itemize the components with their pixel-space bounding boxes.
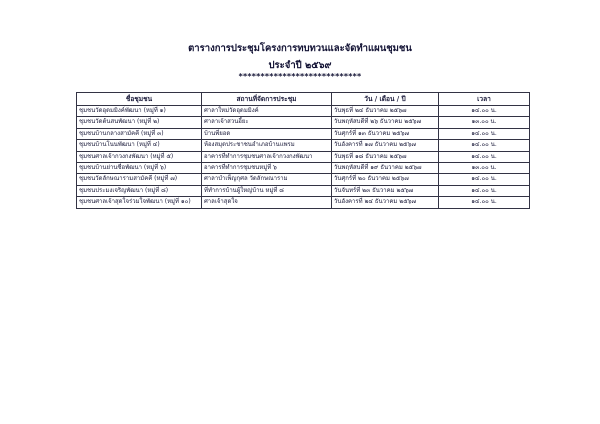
- document-subtitle: ประจำปี ๒๕๖๙: [268, 60, 332, 71]
- table-row: [77, 174, 530, 185]
- cell-time: ๑๔.๐๐ น.: [439, 140, 530, 151]
- cell-date: วันอังคารที่ ๒๔ ธันวาคม ๒๕๖๗: [332, 197, 439, 208]
- cell-date: วันพุธที่ ๑๘ ธันวาคม ๒๕๖๗: [332, 151, 439, 162]
- cell-venue: ศาลาเจ้าสวนอี้ยะ: [202, 117, 332, 128]
- cell-community: ชุมชนศาลเจ้าสุดใจร่วมใจพัฒนา (หมู่ที่ ๑๐): [77, 197, 202, 208]
- cell-venue: ที่ทำการบ้านผู้ใหญ่บ้าน หมู่ที่ ๘: [202, 185, 332, 196]
- cell-date: วันจันทร์ที่ ๒๓ ธันวาคม ๒๕๖๗: [332, 185, 439, 196]
- cell-time: ๑๔.๐๐ น.: [439, 151, 530, 162]
- cell-time: ๑๔.๐๐ น.: [439, 106, 530, 117]
- cell-venue: ศาลาใหม่วัดอุดมมิงค์: [202, 106, 332, 117]
- cell-venue: ศาลาบำเพ็ญกุศล วัดลักษณาราม: [202, 174, 332, 185]
- header-date: วัน / เดือน / ปี: [332, 93, 439, 106]
- header-time: เวลา: [439, 93, 530, 106]
- cell-date: วันพฤหัสบดีที่ ๑๙ ธันวาคม ๒๕๖๗: [332, 163, 439, 174]
- cell-community: ชุมชนบ้านย่านซื่อพัฒนา (หมู่ที่ ๖): [77, 163, 202, 174]
- cell-date: วันพฤหัสบดีที่ ๒๖ ธันวาคม ๒๕๖๗: [332, 117, 439, 128]
- table-row: [77, 185, 530, 196]
- table-header-row: [77, 93, 530, 106]
- cell-time: ๑๔.๐๐ น.: [439, 197, 530, 208]
- table-row: [77, 163, 530, 174]
- cell-time: ๑๔.๐๐ น.: [439, 174, 530, 185]
- header-community: ชื่อชุมชน: [77, 93, 202, 106]
- cell-venue: อาคารที่ทำการชุมชนหมู่ที่ ๖: [202, 163, 332, 174]
- cell-venue: บ้านพี่ยอด: [202, 128, 332, 139]
- cell-community: ชุมชนบ้านโนนพัฒนา (หมู่ที่ ๔): [77, 140, 202, 151]
- cell-community: ชุมชนวัดอุดมมิงค์พัฒนา (หมู่ที่ ๑): [77, 106, 202, 117]
- decorative-star-line: ****************************: [238, 72, 362, 81]
- cell-date: วันพุธที่ ๒๔ ธันวาคม ๒๕๖๗: [332, 106, 439, 117]
- document-title: ตารางการประชุมโครงการทบทวนและจัดทำแผนชุมชน: [188, 43, 412, 54]
- cell-time: ๑๔.๐๐ น.: [439, 128, 530, 139]
- cell-time: ๑๔.๐๐ น.: [439, 185, 530, 196]
- cell-time: ๑๓.๐๐ น.: [439, 117, 530, 128]
- cell-date: วันศุกร์ที่ ๑๓ ธันวาคม ๒๕๖๗: [332, 128, 439, 139]
- cell-community: ชุมชนบ้านกลางสามัคคี (หมู่ที่ ๓): [77, 128, 202, 139]
- table-row: [77, 106, 530, 117]
- cell-community: ชุมชนวัดต้นสนพัฒนา (หมู่ที่ ๒): [77, 117, 202, 128]
- cell-time: ๑๓.๐๐ น.: [439, 163, 530, 174]
- cell-community: ชุมชนวัดลักษณารามสามัคคี (หมู่ที่ ๗): [77, 174, 202, 185]
- cell-venue: อาคารที่ทำการชุมชนศาลเจ้ากวงกงพัฒนา: [202, 151, 332, 162]
- meeting-schedule-table: [76, 92, 530, 209]
- cell-venue: ศาลเจ้าสุดใจ: [202, 197, 332, 208]
- cell-date: วันศุกร์ที่ ๒๐ ธันวาคม ๒๕๖๗: [332, 174, 439, 185]
- cell-community: ชุมชนประมงเจริญพัฒนา (หมู่ที่ ๘): [77, 185, 202, 196]
- cell-date: วันอังคารที่ ๑๗ ธันวาคม ๒๕๖๗: [332, 140, 439, 151]
- table-row: [77, 151, 530, 162]
- cell-venue: ห้องสมุดประชาชนอำเภอบ้านแพรม: [202, 140, 332, 151]
- header-venue: สถานที่จัดการประชุม: [202, 93, 332, 106]
- cell-community: ชุมชนศาลเจ้ากวงกงพัฒนา (หมู่ที่ ๕): [77, 151, 202, 162]
- table-row: [77, 128, 530, 139]
- table-row: [77, 140, 530, 151]
- table-row: [77, 117, 530, 128]
- table-row: [77, 197, 530, 208]
